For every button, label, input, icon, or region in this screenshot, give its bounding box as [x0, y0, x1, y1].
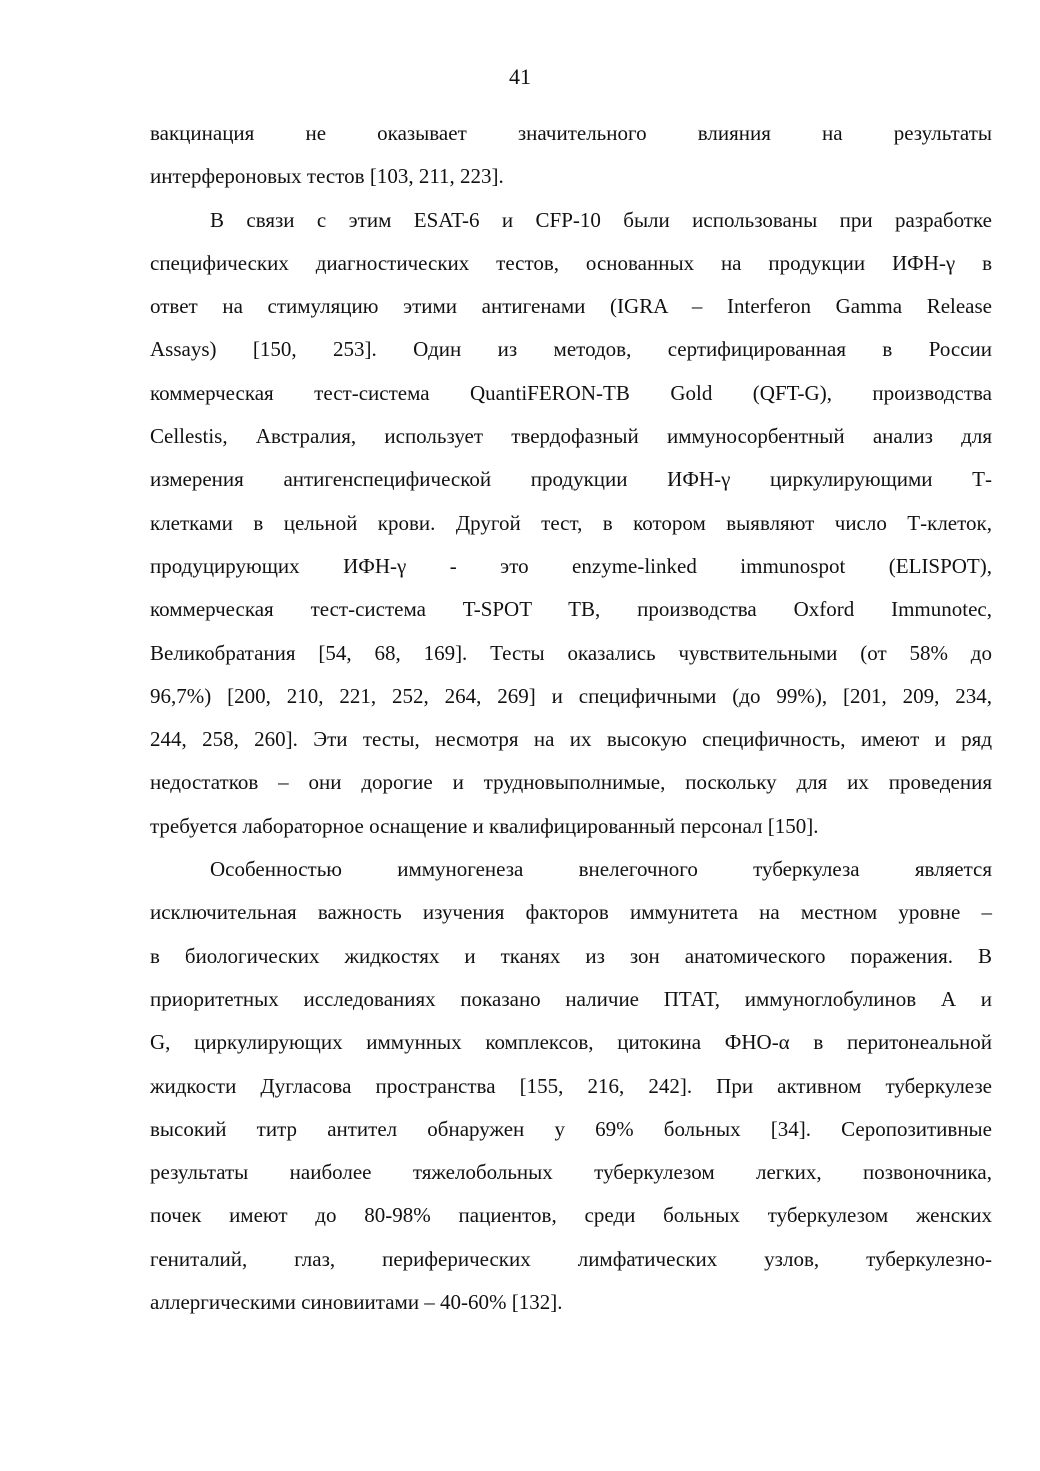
- text-line: 244, 258, 260]. Эти тесты, несмотря на их высокую специфичность, имеют и ряд: [150, 727, 992, 752]
- text-line: результаты наиболее тяжелобольных туберкулезом легких, позвоночника,: [150, 1160, 992, 1185]
- text-line: продуцирующих ИФН-γ - это enzyme-linked immunospot (ELISPOT),: [150, 553, 992, 578]
- paragraph: [150, 199, 992, 848]
- text-line: исключительная важность изучения факторов иммунитета на местном уровне –: [150, 900, 992, 925]
- text-line: В связи с этим ESAT-6 и CFP-10 были использованы при разработке: [210, 207, 992, 232]
- text-line: высокий титр антител обнаружен у 69% больных [34]. Серопозитивные: [150, 1116, 992, 1141]
- text-line: гениталий, глаз, периферических лимфатических узлов, туберкулезно-: [150, 1246, 992, 1271]
- text-line: Великобратания [54, 68, 169]. Тесты оказались чувствительными (от 58% до: [150, 640, 992, 665]
- text-line: почек имеют до 80-98% пациентов, среди больных туберкулезом женских: [150, 1203, 992, 1228]
- text-line: Особенностью иммуногенеза внелегочного туберкулеза является: [210, 857, 992, 882]
- text-line: 96,7%) [200, 210, 221, 252, 264, 269] и специфичными (до 99%), [201, 209, 234,: [150, 683, 992, 708]
- page-number: 41: [509, 64, 531, 89]
- body-text: [150, 112, 992, 1324]
- text-line: недостатков – они дорогие и трудновыполнимые, поскольку для их проведения: [150, 770, 992, 795]
- text-line: G, циркулирующих иммунных комплексов, цитокина ФНО-α в перитонеальной: [150, 1030, 992, 1055]
- text-line: аллергическими синовиитами – 40-60% [132].: [150, 1290, 563, 1315]
- text-line: специфических диагностических тестов, основанных на продукции ИФН-γ в: [150, 250, 992, 275]
- text-line: интерфероновых тестов [103, 211, 223].: [150, 164, 504, 189]
- text-line: коммерческая тест-система QuantiFERON-TB Gold (QFT-G), производства: [150, 380, 992, 405]
- text-line: приоритетных исследованиях показано наличие ПТАТ, иммуноглобулинов А и: [150, 986, 992, 1011]
- paragraph: [150, 112, 992, 199]
- text-line: в биологических жидкостях и тканях из зон анатомического поражения. В: [150, 943, 992, 968]
- paragraph: [150, 848, 992, 1324]
- text-line: требуется лабораторное оснащение и квалифицированный персонал [150].: [150, 813, 819, 838]
- text-line: ответ на стимуляцию этими антигенами (IGRA – Interferon Gamma Release: [150, 294, 992, 319]
- text-line: Assays) [150, 253]. Один из методов, сертифицированная в России: [150, 337, 992, 362]
- text-line: измерения антигенспецифической продукции ИФН-γ циркулирующими Т-: [150, 467, 992, 492]
- text-line: вакцинация не оказывает значительного влияния на результаты: [150, 121, 992, 145]
- text-line: жидкости Дугласова пространства [155, 216, 242]. При активном туберкулезе: [150, 1073, 992, 1098]
- text-line: Cellestis, Австралия, использует твердофазный иммуносорбентный анализ для: [150, 424, 992, 449]
- text-line: коммерческая тест-система T-SPOT TB, производства Oxford Immunotec,: [150, 597, 992, 622]
- text-line: клетками в цельной крови. Другой тест, в котором выявляют число Т-клеток,: [150, 510, 992, 535]
